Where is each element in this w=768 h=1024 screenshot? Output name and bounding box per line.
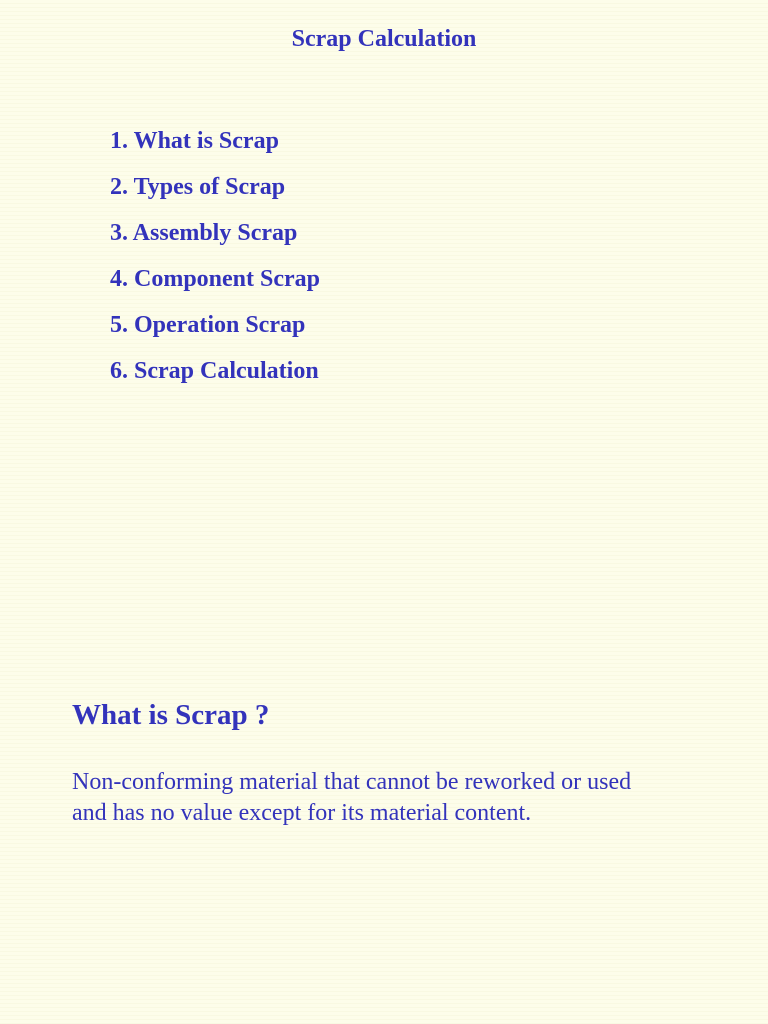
toc-item-what-is-scrap: 1. What is Scrap [110, 128, 279, 154]
toc-item-component-scrap: 4. Component Scrap [110, 266, 321, 292]
section-body-line-2: and has no value except for its material content. [72, 800, 532, 826]
table-of-contents [110, 126, 610, 402]
toc-item-scrap-calculation: 6. Scrap Calculation [110, 358, 319, 384]
section-heading: What is Scrap ? [72, 699, 270, 731]
toc-item-types-of-scrap: 2. Types of Scrap [110, 174, 286, 200]
section-body [72, 767, 712, 829]
toc-item-assembly-scrap: 3. Assembly Scrap [110, 220, 298, 246]
toc-item-operation-scrap: 5. Operation Scrap [110, 312, 306, 338]
section-body-line-1: Non-conforming material that cannot be reworked or used [72, 769, 632, 795]
document-title: Scrap Calculation [291, 26, 477, 52]
